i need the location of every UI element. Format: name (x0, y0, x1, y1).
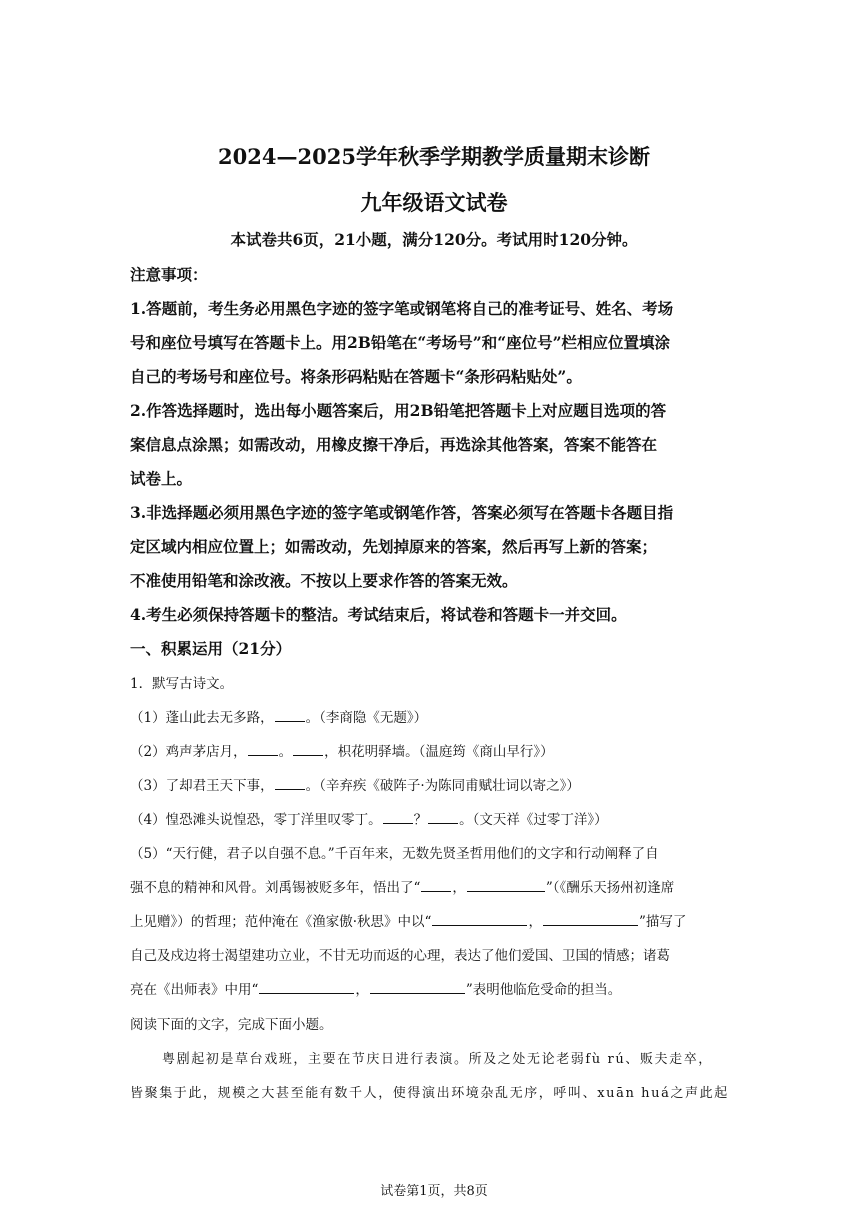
notice-line: 不准使用铅笔和涂改液。不按以上要求作答的答案无效。 (130, 571, 518, 590)
question-text: ”描写了 (638, 914, 687, 930)
answer-blank[interactable] (421, 879, 451, 892)
question-text: ， (355, 982, 369, 998)
notice-heading: 注意事项： (130, 265, 208, 284)
question-text: （3）了却君王天下事， (130, 778, 274, 794)
notice-line: 自己的考场号和座位号。将条形码粘贴在答题卡“条形码粘贴处”。 (130, 367, 582, 386)
question-text: ？ (413, 812, 428, 828)
question-text: 亮在《出师表》中用“ (130, 982, 259, 998)
question-1-5-line (130, 978, 742, 998)
reading-prompt: 阅读下面的文字，完成下面小题。 (130, 1017, 333, 1033)
section-heading: 一、积累运用（21分） (130, 639, 292, 658)
question-1: 1．默写古诗文。 (130, 676, 234, 692)
question-text: ，枳花明驿墙。（温庭筠《商山早行》） (324, 744, 554, 760)
question-1-1 (130, 706, 742, 726)
question-1-2 (130, 740, 742, 760)
question-1-4 (130, 808, 742, 828)
notice-line: 4.考生必须保持答题卡的整洁。考试结束后，将试卷和答题卡一并交回。 (130, 605, 627, 624)
question-text: 。（辛弃疾《破阵子·为陈同甫赋壮词以寄之》） (305, 778, 580, 794)
notice-line: 1.答题前，考生务必用黑色字迹的签字笔或钢笔将自己的准考证号、姓名、考场 (130, 299, 674, 318)
question-1-5-line: 自己及戍边将士渴望建功立业，不甘无功而返的心理，表达了他们爱国、卫国的情感；诸葛 (130, 948, 670, 964)
question-text: （2）鸡声茅店月， (130, 744, 247, 760)
question-text: 。（文天祥《过零丁洋》） (459, 812, 608, 828)
question-text: （4）惶恐滩头说惶恐，零丁洋里叹零丁。 (130, 812, 382, 828)
question-1-5-line (130, 910, 742, 930)
exam-subject-title: 九年级语文试卷 (360, 190, 508, 215)
exam-summary: 本试卷共6页，21小题，满分120分。考试用时120分钟。 (230, 230, 638, 249)
answer-blank[interactable] (428, 811, 458, 824)
question-1-3 (130, 774, 742, 794)
notice-line: 2.作答选择题时，选出每小题答案后，用2B铅笔把答题卡上对应题目选项的答 (130, 401, 667, 420)
answer-blank[interactable] (370, 981, 465, 994)
question-1-5-line: （5）“天行健，君子以自强不息。”千百年来，无数先贤圣哲用他们的文字和行动阐释了自 (130, 846, 659, 862)
notice-line: 案信息点涂黑；如需改动，用橡皮擦干净后，再选涂其他答案，答案不能答在 (130, 435, 658, 454)
exam-title: 2024—2025学年秋季学期教学质量期末诊断 (218, 144, 650, 169)
question-text: 上见赠》）的哲理；范仲淹在《渔家傲·秋思》中以“ (130, 914, 432, 930)
question-1-5-line (130, 876, 742, 896)
question-text: 。 (278, 744, 293, 760)
answer-blank[interactable] (432, 913, 527, 926)
passage-line: 粤剧起初是草台戏班，主要在节庆日进行表演。所及之处无论老弱fù rú、贩夫走卒， (162, 1052, 713, 1067)
passage-line: 皆聚集于此，规模之大甚至能有数千人，使得演出环境杂乱无序，呼叫、xuān huá之声此起 (130, 1086, 729, 1101)
answer-blank[interactable] (383, 811, 413, 824)
answer-blank[interactable] (293, 743, 323, 756)
answer-blank[interactable] (248, 743, 278, 756)
question-text: 强不息的精神和风骨。刘禹锡被贬多年，悟出了“ (130, 880, 421, 896)
question-text: ”（《酬乐天扬州初逢席 (545, 880, 675, 896)
answer-blank[interactable] (543, 913, 638, 926)
notice-line: 定区域内相应位置上；如需改动，先划掉原来的答案，然后再写上新的答案； (130, 537, 658, 556)
question-text: ， (452, 880, 466, 896)
notice-line: 号和座位号填写在答题卡上。用2B铅笔在“考场号”和“座位号”栏相应位置填涂 (130, 333, 671, 352)
question-text: （1）蓬山此去无多路， (130, 710, 274, 726)
question-text: ， (528, 914, 542, 930)
question-text: 。（李商隐《无题》） (305, 710, 428, 726)
answer-blank[interactable] (259, 981, 354, 994)
answer-blank[interactable] (275, 777, 305, 790)
page-footer: 试卷第1页，共8页 (380, 1184, 488, 1199)
answer-blank[interactable] (275, 709, 305, 722)
answer-blank[interactable] (467, 879, 545, 892)
notice-line: 试卷上。 (130, 469, 193, 488)
notice-line: 3.非选择题必须用黑色字迹的签字笔或钢笔作答，答案必须写在答题卡各题目指 (130, 503, 674, 522)
question-text: ”表明他临危受命的担当。 (465, 982, 622, 998)
